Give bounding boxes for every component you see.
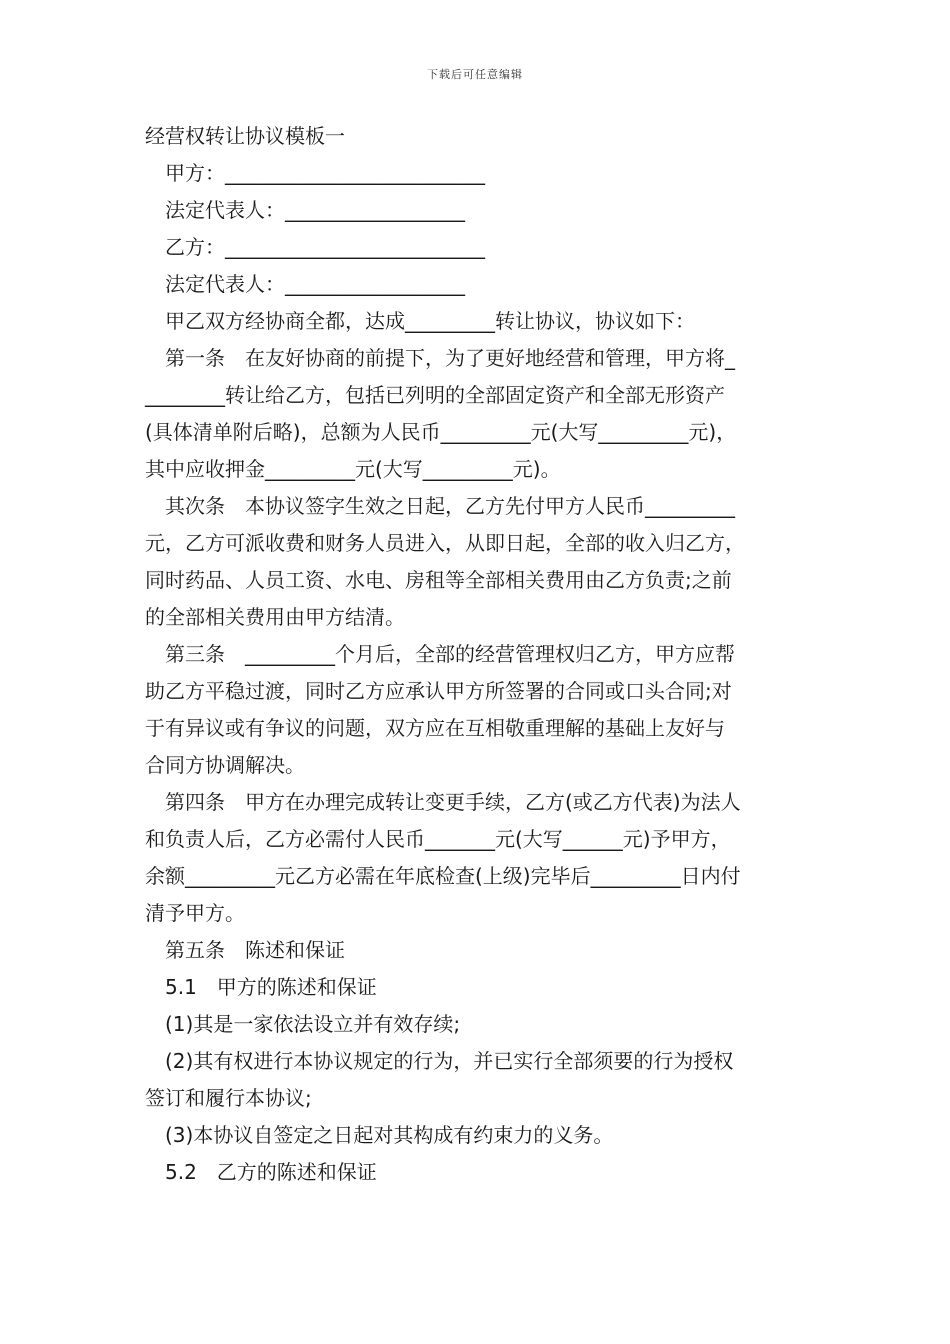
text-line: 助乙方平稳过渡，同时乙方应承认甲方所签署的合同或口头合同;对 (145, 679, 732, 703)
text-line: 第一条 在友好协商的前提下，为了更好地经营和管理，甲方将_ (165, 346, 735, 370)
text-line: 余额_________元乙方必需在年底检查(上级)完毕后_________日内付 (145, 864, 741, 888)
text-line: 法定代表人：__________________ (165, 272, 465, 296)
text-line: (1)其是一家依法设立并有效存续; (165, 1012, 461, 1036)
text-line: 第三条 _________个月后，全部的经营管理权归乙方，甲方应帮 (165, 642, 735, 666)
text-line: 乙方：__________________________ (165, 235, 485, 259)
text-line: 甲方：__________________________ (165, 161, 485, 185)
text-line: 同时药品、人员工资、水电、房租等全部相关费用由乙方负责;之前 (145, 568, 732, 592)
text-line: 其中应收押金_________元(大写_________元)。 (145, 457, 561, 481)
text-line: 于有异议或有争议的问题，双方应在互相敬重理解的基础上友好与 (145, 716, 725, 740)
text-line: 5.1 甲方的陈述和保证 (165, 975, 377, 999)
text-line: 法定代表人：__________________ (165, 198, 465, 222)
page-header: 下载后可任意编辑 (427, 68, 523, 81)
text-line: 的全部相关费用由甲方结清。 (145, 605, 405, 629)
text-line: 第四条 甲方在办理完成转让变更手续，乙方(或乙方代表)为法人 (165, 790, 741, 814)
text-line: (3)本协议自签定之日起对其构成有约束力的义务。 (165, 1123, 614, 1147)
text-line: 元，乙方可派收费和财务人员进入，从即日起，全部的收入归乙方， (145, 531, 745, 555)
text-line: 第五条 陈述和保证 (165, 938, 345, 962)
text-line: 甲乙双方经协商全都，达成_________转让协议，协议如下： (165, 309, 695, 333)
text-line: 其次条 本协议签字生效之日起，乙方先付甲方人民币_________ (165, 494, 735, 518)
document-title: 经营权转让协议模板一 (145, 124, 345, 148)
document-body (145, 118, 815, 1191)
text-line: ________转让给乙方，包括已列明的全部固定资产和全部无形资产 (145, 383, 725, 407)
text-line: 清予甲方。 (145, 901, 245, 925)
text-line: 签订和履行本协议; (145, 1086, 312, 1110)
text-line: 和负责人后，乙方必需付人民币_______元(大写______元)予甲方， (145, 827, 731, 851)
text-line: 合同方协调解决。 (145, 753, 305, 777)
text-line: 5.2 乙方的陈述和保证 (165, 1160, 377, 1184)
text-line: (具体清单附后略)，总额为人民币_________元(大写_________元)， (145, 420, 737, 444)
text-line: (2)其有权进行本协议规定的行为，并已实行全部须要的行为授权 (165, 1049, 734, 1073)
